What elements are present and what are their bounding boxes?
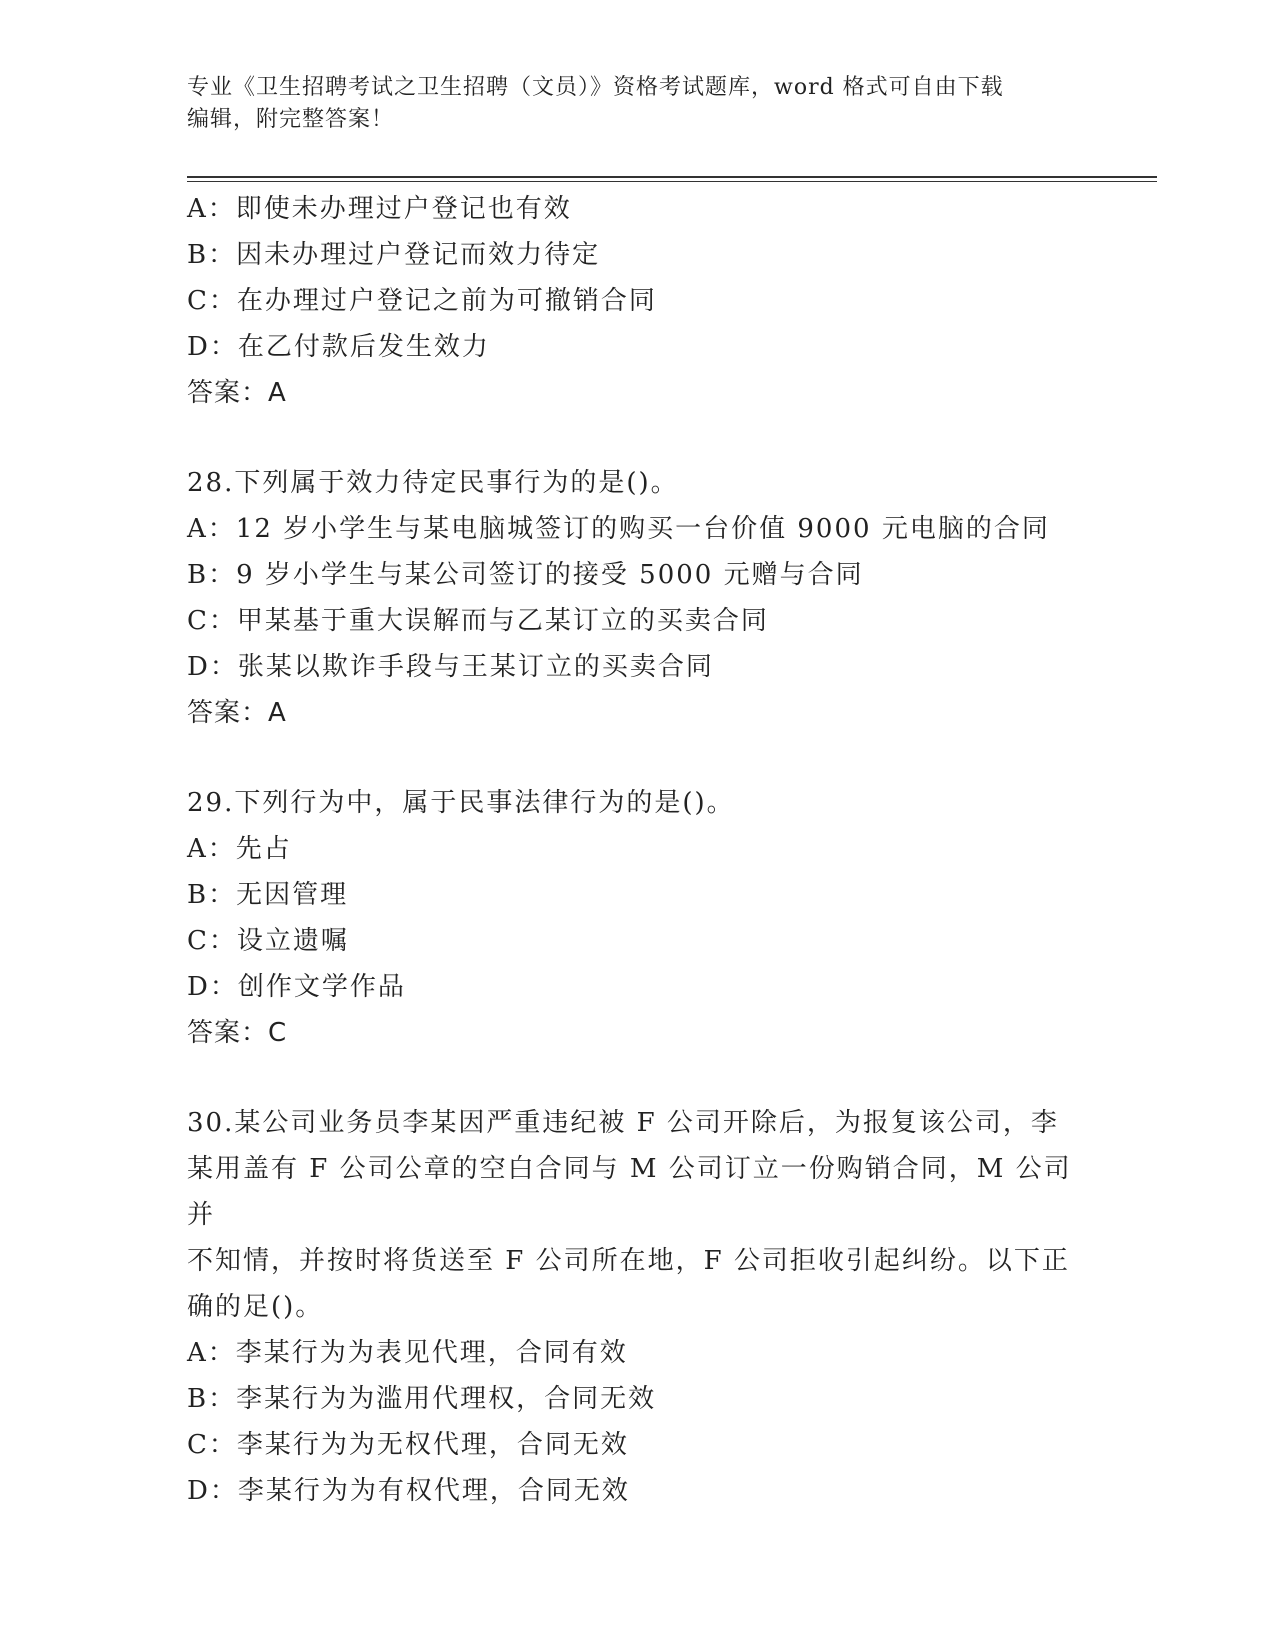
option-b: B：李某行为为滥用代理权，合同无效 [187, 1384, 657, 1414]
option-c: C：甲某基于重大误解而与乙某订立的买卖合同 [187, 606, 769, 636]
header-line-2: 编辑，附完整答案！ [187, 107, 395, 132]
answer-line: 答案：A [187, 698, 287, 728]
question-27-tail [187, 186, 1087, 416]
question-stem: 29.下列行为中，属于民事法律行为的是()。 [187, 788, 735, 818]
option-a: A：12 岁小学生与某电脑城签订的购买一台价值 9000 元电脑的合同 [187, 514, 1050, 544]
option-b: B：9 岁小学生与某公司签订的接受 5000 元赠与合同 [187, 560, 864, 590]
document-body [187, 186, 1087, 1514]
option-d: D：在乙付款后发生效力 [187, 332, 490, 362]
answer-line: 答案：C [187, 1018, 288, 1048]
question-stem-line-4: 确的足()。 [187, 1292, 324, 1322]
question-stem-line-2: 某用盖有 F 公司公章的空白合同与 M 公司订立一份购销合同，M 公司并 [187, 1154, 1072, 1230]
question-stem-line-3: 不知情，并按时将货送至 F 公司所在地，F 公司拒收引起纠纷。以下正 [187, 1246, 1070, 1276]
option-c: C：设立遗嘱 [187, 926, 349, 956]
header-line-1: 专业《卫生招聘考试之卫生招聘（文员）》资格考试题库，word 格式可自由下载 [187, 75, 1004, 100]
option-c: C：在办理过户登记之前为可撤销合同 [187, 286, 657, 316]
question-29 [187, 780, 1087, 1056]
question-30 [187, 1100, 1087, 1514]
option-d: D：张某以欺诈手段与王某订立的买卖合同 [187, 652, 714, 682]
option-c: C：李某行为为无权代理，合同无效 [187, 1430, 629, 1460]
document-header [187, 72, 1067, 136]
question-28 [187, 460, 1087, 736]
answer-line: 答案：A [187, 378, 287, 408]
option-a: A：即使未办理过户登记也有效 [187, 194, 572, 224]
question-stem-line-1: 30.某公司业务员李某因严重违纪被 F 公司开除后，为报复该公司，李 [187, 1108, 1059, 1138]
question-stem: 28.下列属于效力待定民事行为的是()。 [187, 468, 679, 498]
header-divider-thin [187, 181, 1157, 182]
header-divider-thick [187, 176, 1157, 178]
option-d: D：创作文学作品 [187, 972, 406, 1002]
option-b: B：无因管理 [187, 880, 349, 910]
option-a: A：先占 [187, 834, 292, 864]
option-a: A：李某行为为表见代理，合同有效 [187, 1338, 628, 1368]
option-d: D：李某行为为有权代理，合同无效 [187, 1476, 630, 1506]
option-b: B：因未办理过户登记而效力待定 [187, 240, 601, 270]
